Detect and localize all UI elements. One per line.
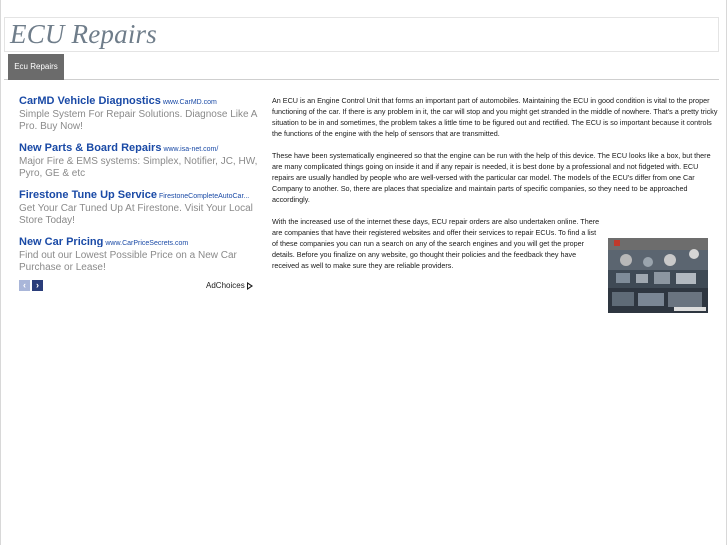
ad-title-link[interactable]: Firestone Tune Up Service [19,189,157,200]
chevron-left-icon[interactable]: ‹ [19,280,30,291]
ad-description: Get Your Car Tuned Up At Firestone. Visit Your Local Store Today! [19,203,253,226]
article-paragraph: With the increased use of the internet these days, ECU repair orders are also undertaken online. There are companies that have their registered websites and offer their services to repair ECUs. To find a list of these companies you can run a search on any of the search engines and you will get the proper details. Before you finalize on any website, go thought their policies and the feedback they have received as well to make sure they are reliable providers. [272,217,600,270]
ad-item[interactable] [19,140,259,180]
ad-description: Major Fire & EMS systems: Simplex, Notifier, JC, HW, Pyro, GE & etc [19,156,258,179]
article-paragraph: These have been systematically engineered so that the engine can be run with the help of this device. The ECU looks like a box, but there are many complicated things going on inside it and if any repair is needed, it is best done by a professional and not fidgeted with. ECU repairs are usually handled by people who are well-versed with the particular car model. The models of the ECU's differ from one Car Company to another. So, there are places that specialize and maintain parts of specific companies, so they need to be approached accordingly. [272,151,711,204]
ad-title-link[interactable]: CarMD Vehicle Diagnostics [19,95,161,106]
ad-url-link[interactable]: www.isa-net.com/ [163,146,219,153]
ad-description: Simple System For Repair Solutions. Diagnose Like A Pro. Buy Now! [19,109,257,132]
article-paragraph: An ECU is an Engine Control Unit that forms an important part of automobiles. Maintaining the ECU in good condition is vital to the proper functioning of the car. If there is any problem in it, the car will stop and you might get stranded in the middle of nowhere. That's a pretty tricky situation to be in and sometimes, the problem takes a little time to be figured out and rectified. The ECU is so important because it controls the functions of the engine with the help of sensors that are transmitted. [272,96,718,138]
nav-bar [4,54,719,80]
ad-controls [19,280,259,292]
ad-description: Find out our Lowest Possible Price on a New Car Purchase or Lease! [19,250,237,273]
chevron-right-icon[interactable]: › [32,280,43,291]
ad-sidebar [19,93,259,292]
auto-parts-shop-picture [608,238,708,313]
site-header [4,17,719,52]
article-image [608,238,708,313]
adchoices-icon [247,282,253,290]
ad-url-link[interactable]: FirestoneCompleteAutoCar... [158,193,250,200]
adchoices-label: AdChoices [206,281,245,290]
ad-item[interactable] [19,93,259,133]
ad-item[interactable] [19,187,259,227]
ad-item[interactable] [19,234,259,274]
ad-url-link[interactable]: www.CarPriceSecrets.com [105,240,189,247]
ad-url-link[interactable]: www.CarMD.com [162,99,217,106]
ad-title-link[interactable]: New Parts & Board Repairs [19,142,162,153]
ad-title-link[interactable]: New Car Pricing [19,236,104,247]
article-body [272,95,720,282]
adchoices-link[interactable] [206,280,253,291]
nav-tab-ecu-repairs[interactable]: Ecu Repairs [8,54,64,80]
site-title[interactable]: ECU Repairs [10,19,157,49]
